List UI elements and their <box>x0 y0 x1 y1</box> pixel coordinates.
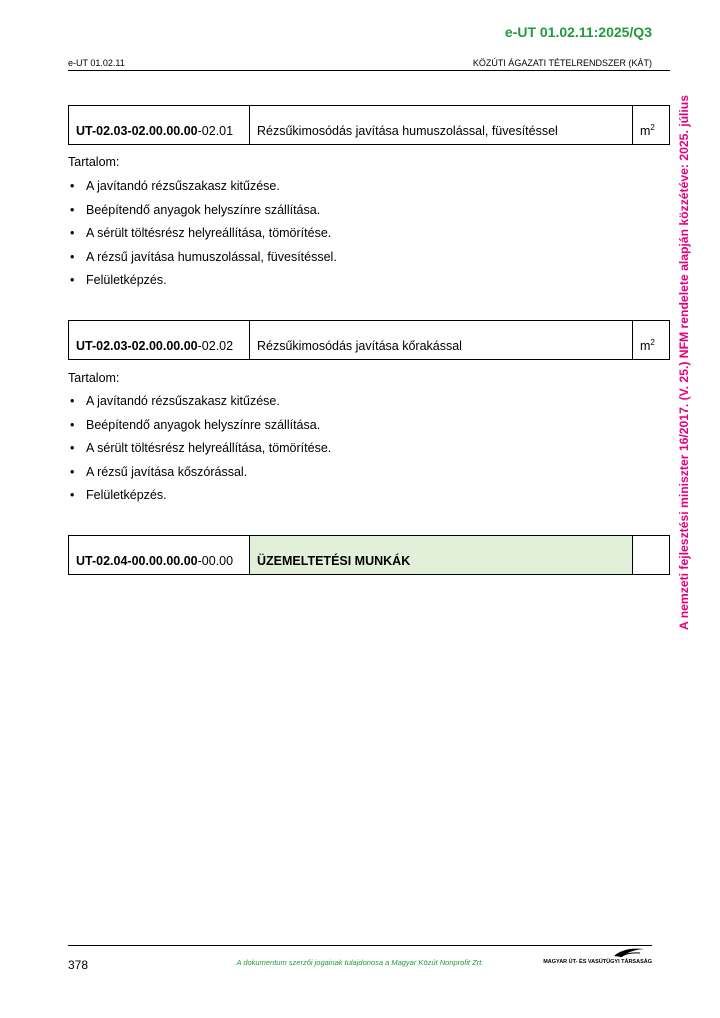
item-table-1 <box>68 105 670 145</box>
bullet-list-1 <box>68 179 337 297</box>
item-unit: $m^2$ <box>633 321 670 360</box>
list-item: • A sérült töltésrész helyreállítása, tömörítése. <box>68 441 331 465</box>
list-item: • A rézsű javítása kőszórással. <box>68 465 331 489</box>
bullet-list-2 <box>68 394 331 512</box>
list-item: • A rézsű javítása humuszolással, füvesítéssel. <box>68 250 337 274</box>
header-left: e-UT 01.02.11 <box>68 58 125 68</box>
list-item: • A javítandó rézsűszakasz kitűzése. <box>68 394 331 418</box>
copyright-notice: A dokumentum szerzői jogainak tulajdonosa a Magyar Közút Nonprofit Zrt. <box>236 958 484 967</box>
item-title: Rézsűkimosódás javítása kőrakással <box>250 321 633 360</box>
list-item: • Felületképzés. <box>68 488 331 512</box>
item-unit: $m^2$ <box>633 106 670 145</box>
item-table-3 <box>68 535 670 575</box>
item-code: UT-02.03-02.00.00.00-02.01 <box>69 106 250 145</box>
item-title: ÜZEMELTETÉSI MUNKÁK <box>250 536 633 575</box>
item-table-2 <box>68 320 670 360</box>
header-right: KÖZÚTI ÁGAZATI TÉTELRENDSZER (KÁT) <box>472 58 652 68</box>
item-unit <box>633 536 670 575</box>
list-item: • A javítandó rézsűszakasz kitűzése. <box>68 179 337 203</box>
list-item: • A sérült töltésrész helyreállítása, tömörítése. <box>68 226 337 250</box>
list-item: • Beépítendő anyagok helyszínre szállítása. <box>68 418 331 442</box>
header-rule <box>68 70 670 71</box>
item-title: Rézsűkimosódás javítása humuszolással, füvesítéssel <box>250 106 633 145</box>
list-item: • Felületképzés. <box>68 273 337 297</box>
side-note-text: A nemzeti fejlesztési miniszter 16/2017. (V. 25.) NFM rendelete alapján közzétéve: 2025. július <box>679 124 691 630</box>
document-code: e-UT 01.02.11:2025/Q3 <box>504 24 652 40</box>
side-note <box>676 95 692 630</box>
list-item: • Beépítendő anyagok helyszínre szállítása. <box>68 203 337 227</box>
logo-text: MAGYAR ÚT- ÉS VASÚTÜGYI TÁRSASÁG <box>543 959 652 965</box>
content-label: Tartalom: <box>68 371 120 385</box>
mavt-logo-icon <box>562 946 652 970</box>
content-label: Tartalom: <box>68 155 120 169</box>
item-code: UT-02.03-02.00.00.00-02.02 <box>69 321 250 360</box>
item-code: UT-02.04-00.00.00.00-00.00 <box>69 536 250 575</box>
page-number: 378 <box>68 958 89 972</box>
